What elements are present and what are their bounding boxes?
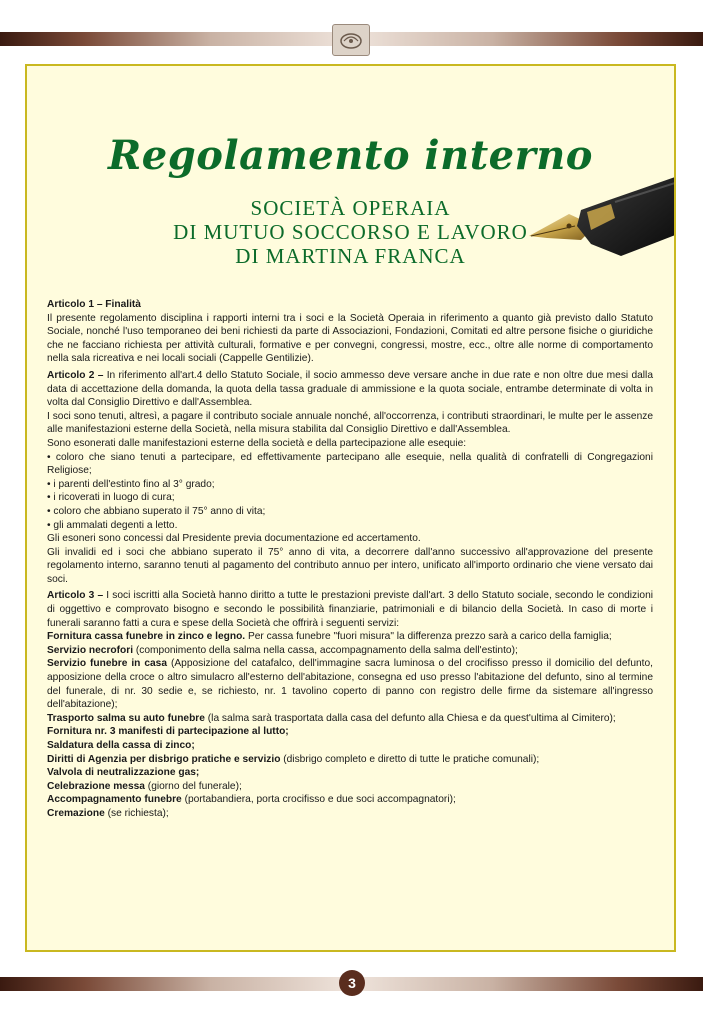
service-heading: Accompagnamento funebre xyxy=(47,794,182,806)
service-heading: Fornitura cassa funebre in zinco e legno. xyxy=(47,631,246,643)
society-name-line-3: DI MARTINA FRANCA xyxy=(235,244,466,268)
article-2-text: In riferimento all'art.4 dello Statuto Sociale, il socio ammesso deve versare anche in due rate e non oltre due mesi dalla data di accettazione della domanda, la quota della tassa graduale di ammissione e la quota sociale, entrambe determinate di volta in volta dal Consiglio Direttivo e dall'Assemblea. xyxy=(47,369,653,409)
service-heading: Valvola di neutralizzazione gas; xyxy=(47,767,200,779)
society-emblem-icon xyxy=(332,24,370,56)
service-heading: Trasporto salma su auto funebre xyxy=(47,712,205,724)
service-text: (disbrigo completo e diretto di tutte le pratiche comunali); xyxy=(280,753,540,765)
service-heading: Servizio necrofori xyxy=(47,644,134,656)
society-name-line-2: DI MUTUO SOCCORSO E LAVORO xyxy=(173,220,528,244)
list-item: • coloro che abbiano superato il 75° anno di vita; xyxy=(47,505,266,517)
article-2-paragraph-4: Gli esoneri sono concessi dal Presidente previa documentazione ed accertamento. xyxy=(47,533,421,545)
service-text: (Apposizione del catafalco, dell'immagine sacra luminosa o del crocifisso presso il domicilio del defunto, apposizione della croce o altro simulacro all'esterno dell'abitazione, consegna ed uso presso l'abitazione del defunto, sino al termine del funerale, di nr. 30 sedie e, se richiesto, nr. 1 tavolino coperto di panno con registro delle firme da sistemare all'ingresso dell'abitazione); xyxy=(47,658,653,711)
article-1-heading: Articolo 1 – Finalità xyxy=(47,299,141,310)
article-3 xyxy=(47,589,653,820)
service-text: (se richiesta); xyxy=(104,807,169,819)
page-number: 3 xyxy=(339,970,365,996)
article-2 xyxy=(47,369,653,587)
service-text: (la salma sarà trasportata dalla casa del defunto alla Chiesa e da quest'ultima al Cimitero); xyxy=(204,712,616,724)
article-2-paragraph-5: Gli invalidi ed i soci che abbiano superato il 75° anno di vita, a decorrere dall'anno successivo all'approvazione del presente regolamento interno, saranno tenuti al pagamento del contributo annuo per intero, unificato all'importo ordinario che viene versato dai soci. xyxy=(47,546,653,585)
article-1-text: Il presente regolamento disciplina i rapporti interni tra i soci e la Società Operaia in riferimento a quanto già previsto dallo Statuto Sociale, nonché l'uso temporaneo dei beni richiesti da parte di Associazioni, Fondazioni, Comitati ed altre persone fisiche o giuridiche che ne facciano richiesta per attività culturali, formative e per convegni, congressi, mostre, ecc., oltre alle norme di comportamento nella sala ricreativa e nei locali sociali (Cappelle Gentilizie). xyxy=(47,312,653,365)
article-2-paragraph-2: I soci sono tenuti, altresì, a pagare il contributo sociale annuale nonché, all'occorrenza, i contributi straordinari, le multe per le assenze alle manifestazioni esterne della Società, nella misura stabilita dal Consiglio Direttivo e dall'Assemblea. xyxy=(47,410,653,436)
regulation-body xyxy=(47,298,653,824)
content-frame xyxy=(25,64,676,952)
list-item: • gli ammalati degenti a letto. xyxy=(47,519,178,531)
service-heading: Fornitura nr. 3 manifesti di partecipazione al lutto; xyxy=(47,726,289,738)
service-text: (giorno del funerale); xyxy=(144,780,242,792)
page-title: Regolamento interno xyxy=(108,132,593,179)
list-item: • i ricoverati in luogo di cura; xyxy=(47,492,175,504)
service-text: Per cassa funebre "fuori misura" la differenza prezzo sarà a carico della famiglia; xyxy=(245,631,612,643)
article-1 xyxy=(47,298,653,366)
service-heading: Servizio funebre in casa xyxy=(47,658,168,670)
article-3-text: I soci iscritti alla Società hanno diritto a tutte le prestazioni previste dall'art. 3 dello Statuto sociale, secondo le condizioni di oggettivo e comprovato bisogno e secondo le possibilità finanziarie, patrimoniali e di bilancio della Società. In caso di morte i funerali saranno fatti a cura e spese della Società che offrirà i seguenti servizi: xyxy=(47,590,653,629)
article-2-heading: Articolo 2 – xyxy=(47,369,104,381)
service-text: (portabandiera, porta crocifisso e due soci accompagnatori); xyxy=(181,794,456,806)
fountain-pen-icon xyxy=(529,174,676,284)
service-heading: Saldatura della cassa di zinco; xyxy=(47,740,195,751)
list-item: • i parenti dell'estinto fino al 3° grado; xyxy=(47,478,215,490)
service-text: (componimento della salma nella cassa, accompagnamento della salma dell'estinto); xyxy=(133,644,518,656)
service-heading: Diritti di Agenzia per disbrigo pratiche e servizio xyxy=(47,753,281,765)
article-3-heading: Articolo 3 – xyxy=(47,590,104,602)
article-2-paragraph-3: Sono esonerati dalle manifestazioni esterne della società e della partecipazione alle esequie: xyxy=(47,437,467,449)
society-name-line-1: SOCIETÀ OPERAIA xyxy=(250,196,451,220)
list-item: • coloro che siano tenuti a partecipare, ed effettivamente partecipano alle esequie, nella qualità di confratelli di Congregazioni Religiose; xyxy=(47,451,653,477)
service-heading: Celebrazione messa xyxy=(47,780,145,792)
service-heading: Cremazione xyxy=(47,807,105,819)
